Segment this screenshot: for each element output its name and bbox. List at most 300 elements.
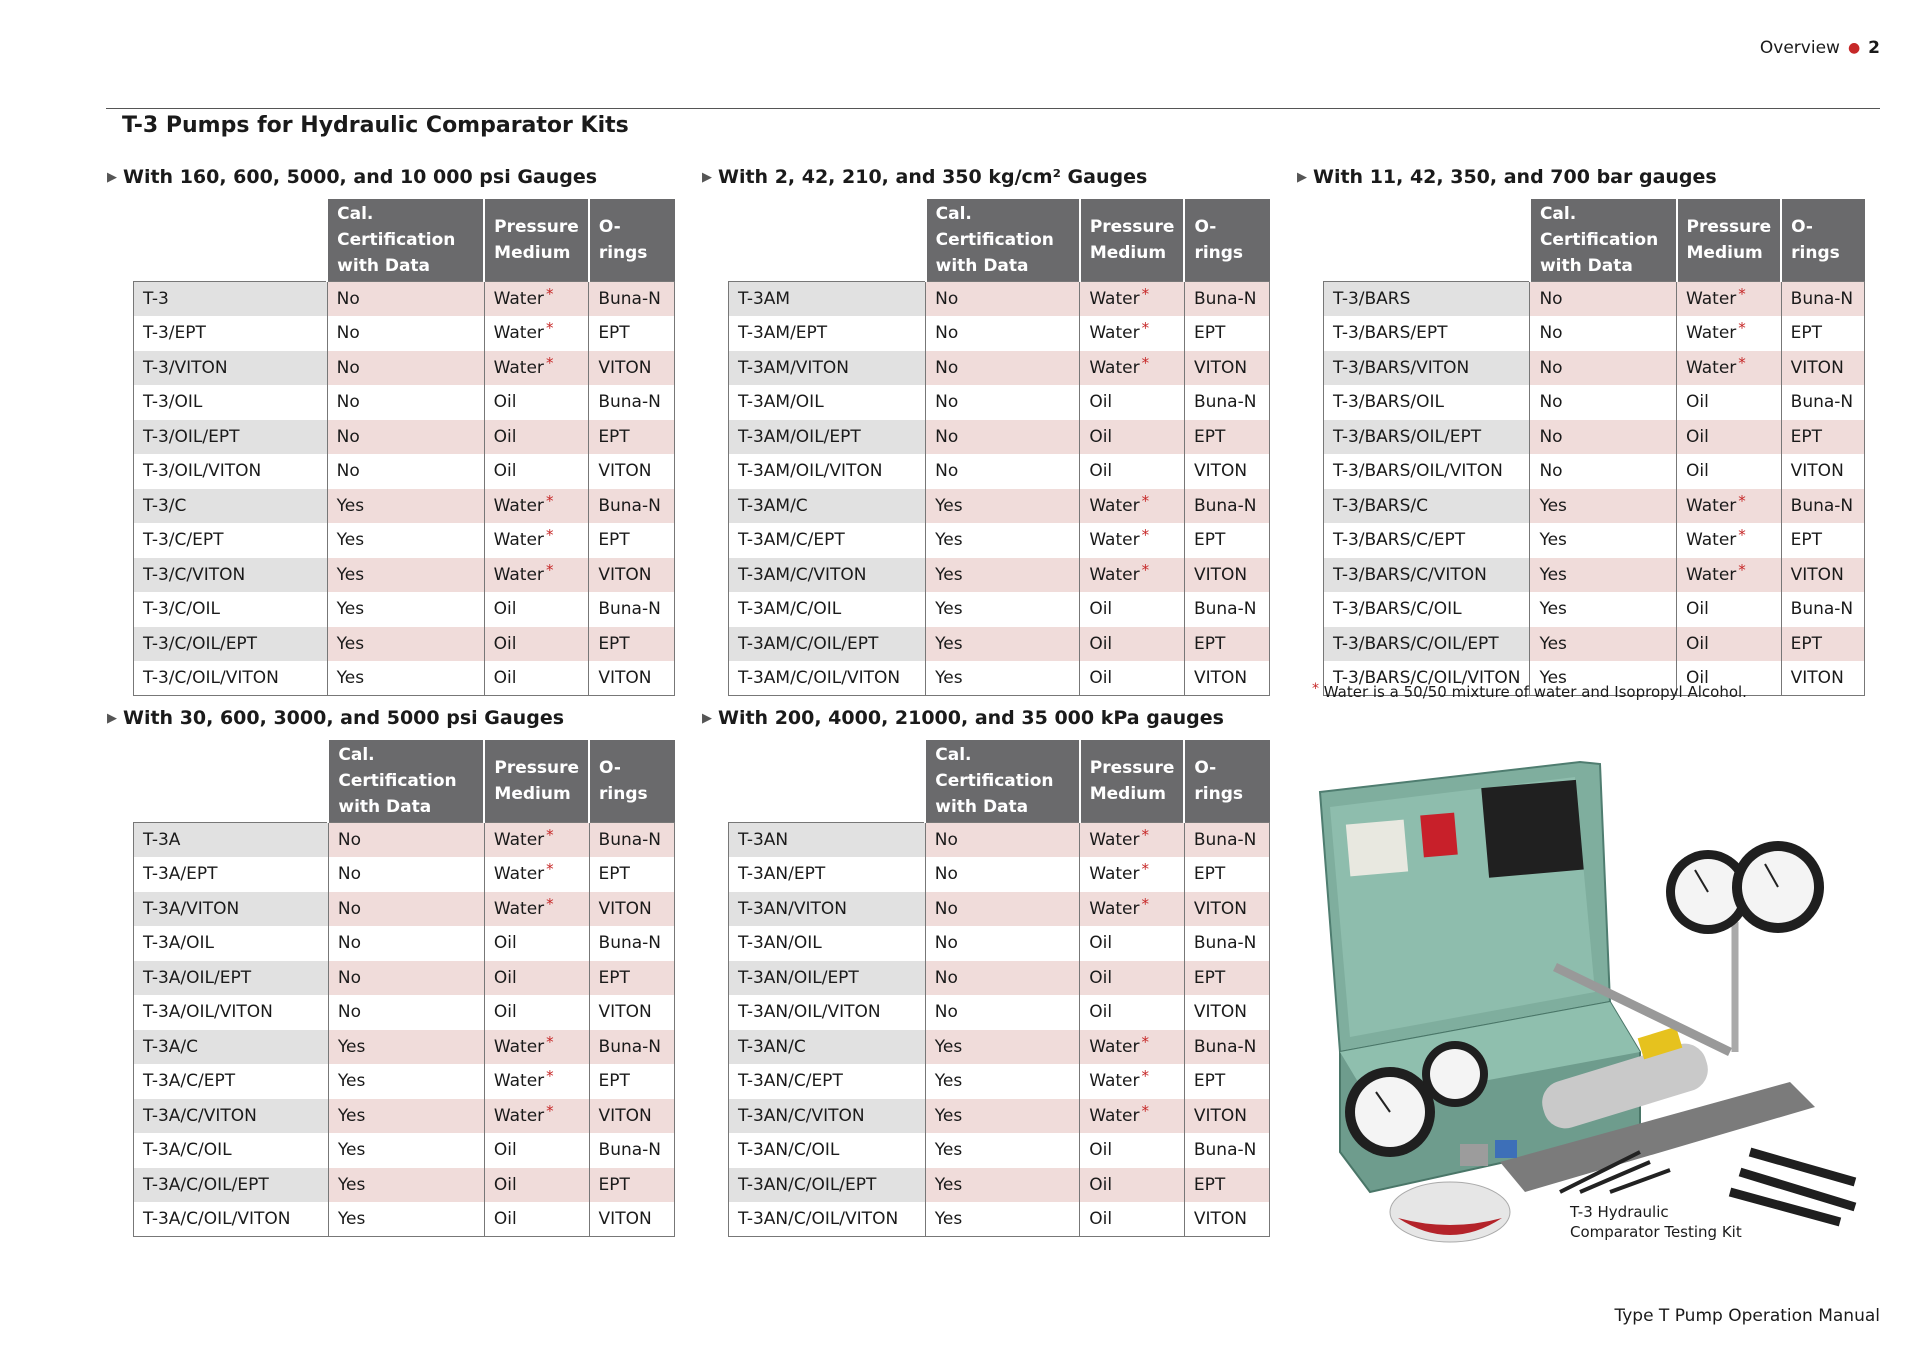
orings-cell-text: EPT [1193,426,1226,447]
certification-cell-text: Yes [336,668,365,688]
model-cell-text: T-3/BARS/OIL [1333,392,1444,413]
orings-cell-text: Buna-N [1193,289,1257,309]
orings-cell-text: VITON [1790,357,1844,378]
certification-cell [926,351,1080,386]
model-cell [729,385,926,420]
table-row [1324,558,1865,593]
certification-cell-text: No [336,323,360,344]
certification-cell [1530,523,1677,558]
medium-cell [484,995,589,1030]
triangle-bullet-icon: ▶ [1297,169,1307,185]
certification-cell-text: No [336,357,360,378]
medium-cell-text: Water [1089,1071,1140,1092]
model-cell [729,592,926,627]
table-title-text: With 2, 42, 210, and 350 kg/cm² Gauges [718,166,1148,188]
orings-cell-text: VITON [1790,668,1844,688]
certification-cell-text: Yes [337,1174,366,1195]
model-cell-text: T-3AM/C/OIL/EPT [738,633,879,654]
certification-cell [327,351,484,386]
model-cell [134,420,328,455]
table-row [134,926,675,961]
orings-cell-text: EPT [598,1174,630,1195]
table-row [134,523,675,558]
orings-cell-text: Buna-N [1193,830,1257,850]
orings-cell-text: EPT [1790,426,1823,447]
header-blank [134,740,329,823]
certification-cell [1530,282,1677,317]
model-cell-text: T-3AM/VITON [738,357,849,378]
table-row [729,627,1270,662]
certification-cell-text: Yes [1539,633,1567,654]
model-cell [729,661,926,696]
medium-cell-text: Water [493,530,544,551]
medium-cell-text: Water [1089,357,1140,378]
model-cell-text: T-3/C/OIL/EPT [143,633,258,654]
medium-cell-text: Oil [1089,1002,1113,1023]
medium-cell [484,627,589,662]
certification-cell [327,558,484,593]
medium-cell-text: Water [1089,495,1140,516]
certification-cell-text: Yes [336,564,365,585]
certification-cell [926,489,1080,524]
certification-cell [926,558,1080,593]
orings-cell-text: Buna-N [1193,1140,1257,1161]
medium-cell-text: Water [493,495,544,516]
asterisk-marker: * [1141,319,1150,338]
orings-cell [589,1133,674,1168]
certification-cell-text: No [934,933,958,954]
orings-cell-text: VITON [1193,357,1248,378]
table-row [729,454,1270,489]
model-cell-text: T-3AM/EPT [738,323,828,344]
model-cell-text: T-3/C [143,495,187,516]
orings-cell [589,282,675,317]
certification-cell-text: No [1539,289,1563,309]
model-cell-text: T-3A/EPT [143,864,218,885]
medium-cell-text: Oil [1089,1209,1113,1229]
medium-cell-text: Oil [1089,461,1113,482]
model-cell [134,454,328,489]
orings-cell-text: Buna-N [598,830,662,850]
orings-cell-text: EPT [598,1071,630,1092]
model-cell-text: T-3/BARS/OIL/EPT [1333,426,1482,447]
certification-cell [925,823,1079,858]
orings-cell-text: EPT [598,323,630,344]
table-row [134,351,675,386]
model-cell [729,995,926,1030]
orings-cell-text: EPT [1193,967,1226,988]
certification-cell [328,1064,484,1099]
asterisk-marker: * [1738,526,1746,545]
table-row [1324,489,1865,524]
orings-cell [589,961,674,996]
orings-cell [1184,385,1269,420]
certification-cell [925,995,1079,1030]
medium-cell-text: Water [1089,830,1140,850]
medium-cell [484,385,589,420]
orings-cell-text: VITON [1193,564,1248,585]
table-title-text: With 30, 600, 3000, and 5000 psi Gauges [123,707,565,729]
orings-cell [589,351,675,386]
model-cell-text: T-3/BARS/C/EPT [1333,530,1466,551]
table-row [729,1099,1270,1134]
orings-cell-text: EPT [598,530,630,551]
medium-cell [1080,592,1185,627]
orings-cell [1184,892,1269,927]
model-cell [134,661,328,696]
medium-cell-text: Oil [493,392,517,413]
medium-cell-text: Oil [1089,599,1113,620]
header-blank [134,199,328,282]
model-cell [134,627,328,662]
model-cell [134,282,328,317]
medium-cell [1080,316,1185,351]
table-row [1324,316,1865,351]
medium-cell [1080,661,1185,696]
certification-cell [926,316,1080,351]
asterisk-marker: * [1141,560,1150,579]
orings-cell-text: VITON [1790,564,1844,585]
certification-cell [328,1030,484,1065]
orings-cell-text: Buna-N [598,392,661,413]
table-row [729,661,1270,696]
medium-cell-text: Oil [1089,426,1113,447]
model-cell [729,523,926,558]
model-cell-text: T-3/BARS/C/OIL [1333,599,1462,620]
medium-cell-text: Oil [1089,668,1113,688]
table-title [1297,163,1865,191]
orings-cell [1184,351,1269,386]
table-title-text: With 160, 600, 5000, and 10 000 psi Gauges [123,166,598,188]
medium-cell-text: Oil [493,461,517,482]
table-block [1297,163,1865,696]
certification-cell [926,385,1080,420]
orings-cell-text: Buna-N [1790,495,1854,516]
certification-cell-text: No [1539,323,1563,344]
model-cell [729,926,926,961]
asterisk-marker: * [546,894,554,913]
model-cell [729,316,926,351]
certification-cell [925,1202,1079,1237]
certification-cell-text: No [337,967,361,988]
orings-cell-text: VITON [598,1002,652,1023]
table-row [729,282,1270,317]
medium-cell-text: Oil [493,1140,517,1161]
orings-cell [589,592,675,627]
medium-cell [1080,282,1185,317]
certification-cell [328,857,484,892]
table-row [134,995,675,1030]
model-cell-text: T-3/BARS/C/OIL/EPT [1333,633,1499,654]
table-row [134,316,675,351]
certification-cell-text: Yes [935,530,963,551]
orings-cell [1781,385,1864,420]
model-cell-text: T-3/C/VITON [143,564,246,585]
table-row [134,1168,675,1203]
medium-cell [1080,995,1185,1030]
certification-cell-text: No [935,323,959,344]
column-header: Pressure Medium [484,199,589,282]
medium-cell-text: Water [1686,530,1737,551]
table-block [107,704,675,1237]
spec-table [133,199,675,696]
table-row [1324,454,1865,489]
medium-cell [484,926,589,961]
medium-cell [484,316,589,351]
table-row [729,523,1270,558]
medium-cell [1080,385,1185,420]
medium-cell [1080,823,1185,858]
model-cell [729,823,926,858]
certification-cell [328,1202,484,1237]
orings-cell-text: VITON [1790,461,1844,482]
table-title [702,704,1270,732]
table-row [134,823,675,858]
column-header: O-rings [1781,199,1864,282]
model-cell [729,454,926,489]
triangle-bullet-icon: ▶ [702,710,712,726]
model-cell-text: T-3A/C/OIL [143,1140,232,1161]
certification-cell [1530,558,1677,593]
asterisk-marker: * [1141,526,1150,545]
certification-cell-text: No [935,461,959,482]
certification-cell [328,961,484,996]
medium-cell [484,1202,589,1237]
medium-cell-text: Water [493,1071,545,1092]
certification-cell-text: No [1539,461,1563,482]
model-cell [729,420,926,455]
certification-cell-text: No [336,461,360,482]
certification-cell-text: No [935,357,959,378]
orings-cell [1781,282,1864,317]
certification-cell [1530,420,1677,455]
medium-cell-text: Water [1089,1105,1140,1126]
medium-cell-text: Water [1089,898,1140,919]
certification-cell [1530,489,1677,524]
orings-cell [1184,420,1269,455]
model-cell [134,961,329,996]
orings-cell-text: Buna-N [1193,392,1257,413]
orings-cell [589,892,674,927]
model-cell [729,351,926,386]
orings-cell-text: EPT [1790,323,1823,344]
spec-table [728,199,1270,696]
medium-cell-text: Water [493,1105,545,1126]
column-header: Pressure Medium [1080,740,1185,823]
certification-cell [327,592,484,627]
medium-cell-text: Water [493,864,545,885]
table-row [729,316,1270,351]
certification-cell-text: No [337,898,361,919]
medium-cell-text: Oil [1089,392,1113,413]
spec-table [1323,199,1865,696]
orings-cell [589,857,674,892]
column-header: O-rings [589,199,675,282]
orings-cell [589,823,674,858]
model-cell-text: T-3/BARS/C/OIL/VITON [1333,668,1521,688]
medium-cell-text: Oil [1089,633,1113,654]
orings-cell-text: EPT [1193,633,1226,654]
certification-cell-text: Yes [935,633,963,654]
medium-cell [1080,926,1185,961]
model-cell [1324,351,1530,386]
medium-cell [1677,454,1782,489]
certification-cell-text: Yes [934,1105,963,1126]
triangle-bullet-icon: ▶ [107,710,117,726]
orings-cell [589,627,675,662]
model-cell [1324,558,1530,593]
model-cell-text: T-3AN [738,830,789,850]
orings-cell [1781,489,1864,524]
medium-cell [1080,1099,1185,1134]
medium-cell [1080,1202,1185,1237]
certification-cell-text: Yes [934,1140,963,1161]
medium-cell [484,1168,589,1203]
orings-cell [1781,316,1864,351]
model-cell-text: T-3A/C/VITON [143,1105,257,1126]
medium-cell-text: Oil [1686,599,1709,620]
orings-cell-text: VITON [598,668,652,688]
model-cell-text: T-3/BARS/VITON [1333,357,1470,378]
model-cell [1324,385,1530,420]
orings-cell [1781,627,1864,662]
orings-cell-text: Buna-N [1193,495,1257,516]
medium-cell-text: Water [1089,289,1140,309]
table-row [729,385,1270,420]
certification-cell-text: Yes [337,1071,366,1092]
medium-cell [1080,351,1185,386]
header-rule [106,108,1880,109]
orings-cell [1184,1030,1269,1065]
certification-cell [1530,385,1677,420]
asterisk-marker: * [1141,894,1149,913]
table-row [729,961,1270,996]
medium-cell-text: Water [1089,530,1140,551]
certification-cell-text: Yes [1539,564,1567,585]
table-row [729,558,1270,593]
medium-cell [1677,489,1782,524]
table-row [729,823,1270,858]
model-cell-text: T-3AN/C/EPT [738,1071,843,1092]
medium-cell-text: Oil [493,599,517,620]
table-row [1324,351,1865,386]
asterisk-marker: * [1738,491,1746,510]
certification-cell-text: Yes [336,599,365,620]
certification-cell-text: No [934,967,958,988]
orings-cell-text: EPT [1193,1174,1226,1195]
certification-cell-text: No [337,864,361,885]
table-row [729,857,1270,892]
model-cell [729,489,926,524]
medium-cell-text: Oil [1089,967,1113,988]
model-cell [729,961,926,996]
model-cell-text: T-3A/OIL/VITON [143,1002,273,1023]
table-block [107,163,675,696]
certification-cell [926,661,1080,696]
page-title: T-3 Pumps for Hydraulic Comparator Kits [122,113,629,138]
medium-cell-text: Water [1686,289,1737,309]
header-blank [1324,199,1530,282]
certification-cell-text: Yes [934,1209,963,1229]
orings-cell [1184,961,1269,996]
certification-cell [327,523,484,558]
model-cell [729,1064,926,1099]
certification-cell-text: No [337,830,361,850]
model-cell-text: T-3AM/C [738,495,808,516]
orings-cell-text: Buna-N [598,1140,662,1161]
asterisk-marker: * [1141,285,1150,303]
orings-cell [589,926,674,961]
asterisk-marker: * [1738,560,1746,579]
table-row [729,1202,1270,1237]
table-row [134,454,675,489]
table-row [134,892,675,927]
medium-cell [484,892,589,927]
medium-cell-text: Oil [493,1002,517,1023]
table-row [134,661,675,696]
header-blank [729,740,926,823]
table-row [729,351,1270,386]
model-cell-text: T-3AN/VITON [738,898,847,919]
model-cell-text: T-3AM [738,289,791,309]
medium-cell [1080,961,1185,996]
table-row [134,592,675,627]
model-cell-text: T-3/VITON [143,357,228,378]
asterisk-marker: * [1141,1032,1149,1051]
spec-table [728,740,1270,1237]
medium-cell-text: Water [493,357,544,378]
orings-cell [1781,523,1864,558]
orings-cell-text: EPT [1193,1071,1226,1092]
model-cell [134,1099,329,1134]
model-cell-text: T-3AM/OIL/VITON [738,461,883,482]
table-block [702,704,1270,1237]
model-cell-text: T-3AN/C/OIL/VITON [738,1209,899,1229]
orings-cell-text: EPT [598,426,630,447]
medium-cell [1080,558,1185,593]
certification-cell-text: Yes [1539,668,1567,688]
medium-cell-text: Oil [1686,426,1709,447]
orings-cell-text: EPT [1790,633,1823,654]
orings-cell [589,454,675,489]
orings-cell [1781,351,1864,386]
certification-cell [328,926,484,961]
column-header: Pressure Medium [484,740,589,823]
certification-cell [925,926,1079,961]
orings-cell-text: EPT [598,967,630,988]
table-row [134,857,675,892]
medium-cell [484,823,589,858]
asterisk-marker: * [1141,1101,1149,1120]
medium-cell-text: Water [493,898,545,919]
orings-cell-text: VITON [1193,461,1248,482]
orings-cell [1781,454,1864,489]
table-row [134,1099,675,1134]
certification-cell-text: Yes [934,1036,963,1057]
model-cell-text: T-3/BARS/OIL/VITON [1333,461,1503,482]
orings-cell-text: EPT [1193,864,1226,885]
orings-cell-text: VITON [598,1209,652,1229]
certification-cell [327,420,484,455]
table-row [729,489,1270,524]
model-cell-text: T-3AN/EPT [738,864,826,885]
medium-cell [484,523,589,558]
orings-cell [589,523,675,558]
orings-cell-text: Buna-N [598,933,662,954]
model-cell-text: T-3/BARS/EPT [1333,323,1448,344]
model-cell-text: T-3A [143,830,181,850]
medium-cell-text: Oil [1089,1140,1113,1161]
